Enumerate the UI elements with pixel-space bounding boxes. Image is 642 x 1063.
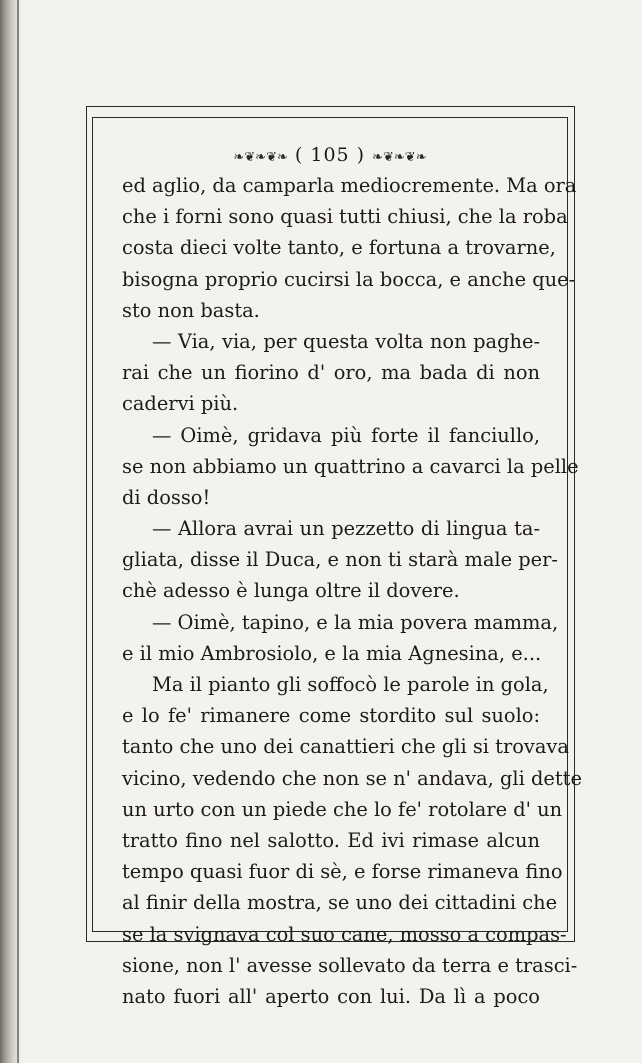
binding-shadow-line [17, 0, 19, 1063]
text-line: costa dieci volte tanto, e fortuna a trovarne, [122, 236, 556, 260]
header-ornament-left: ❧❦❧❦❧ [233, 150, 288, 165]
text-line: ed aglio, da camparla mediocremente. Ma ora [122, 174, 577, 197]
text-line: al finir della mostra, se uno dei cittadini che [122, 891, 558, 915]
text-line: e lo fe' rimanere come stordito sul suolo: [122, 704, 540, 728]
text-line: tempo quasi fuor di sè, e forse rimaneva fino [122, 860, 563, 884]
text-line: nato fuori all' aperto con lui. Da lì a poco [122, 984, 540, 1008]
text-line: che i forni sono quasi tutti chiusi, che la roba [122, 205, 568, 229]
text-line: tratto fino nel salotto. Ed ivi rimase alcun [122, 828, 540, 852]
text-line: tanto che uno dei canattieri che gli si trovava [122, 735, 569, 759]
text-line: — Oimè, tapino, e la mia povera mamma, [152, 610, 559, 634]
text-line: gliata, disse il Duca, e non ti starà male per- [122, 548, 558, 572]
text-line: un urto con un piede che lo fe' rotolare d' un [122, 797, 563, 821]
header-ornament-right: ❧❦❧❦❧ [372, 150, 427, 165]
page-header [100, 144, 560, 166]
text-line: rai che un fiorino d' oro, ma bada di non [122, 361, 540, 385]
text-line: sto non basta. [122, 298, 260, 322]
text-line: — Oimè, gridava più forte il fanciullo, [152, 423, 540, 447]
text-line: — Allora avrai un pezzetto di lingua ta- [152, 517, 540, 541]
text-line: se non abbiamo un quattrino a cavarci la pelle [122, 454, 579, 478]
page-body-text [122, 170, 582, 1012]
text-line: cadervi più. [122, 392, 239, 416]
text-line: chè adesso è lunga oltre il dovere. [122, 579, 460, 603]
page-number: ( 105 ) [294, 144, 366, 166]
text-line: e il mio Ambrosiolo, e la mia Agnesina, e... [122, 641, 542, 665]
text-line: se la svignava col suo cane, mosso a compas- [122, 922, 567, 946]
text-line: bisogna proprio cucirsi la bocca, e anche que- [122, 267, 576, 291]
text-line: vicino, vedendo che non se n' andava, gli dette [122, 766, 582, 790]
text-line: sione, non l' avesse sollevato da terra e trasci- [122, 953, 578, 977]
text-line: di dosso! [122, 485, 211, 509]
text-line: Ma il pianto gli soffocò le parole in gola, [152, 673, 549, 696]
text-line: — Via, via, per questa volta non paghe- [152, 329, 540, 353]
